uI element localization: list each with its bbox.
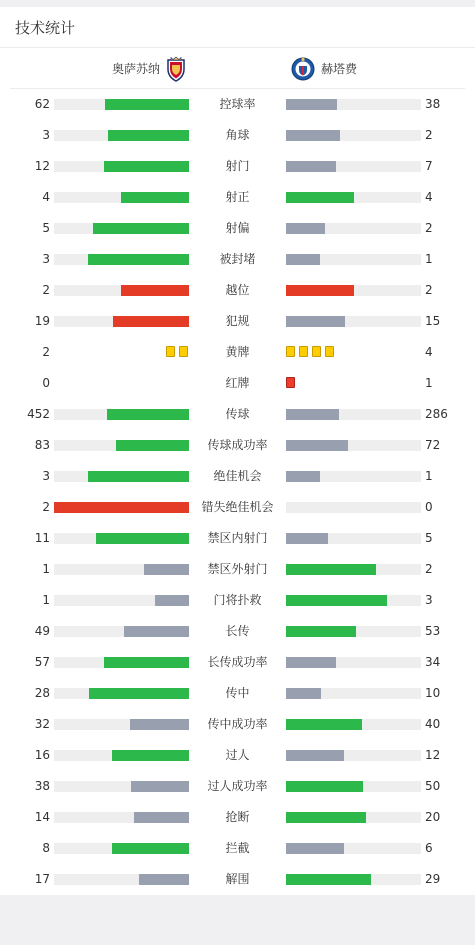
home-value: 1 [42,593,50,607]
stat-row [0,833,475,864]
home-bar-fill [88,254,189,265]
home-value: 17 [34,872,50,886]
home-bar-track [54,440,189,451]
home-value: 3 [42,128,50,142]
away-bar-track [286,192,421,203]
yellow-card-icon [166,346,175,357]
home-value: 62 [34,97,50,111]
away-bar-fill [286,192,354,203]
away-bar-track [286,781,421,792]
home-bar-fill [134,812,189,823]
away-value: 38 [425,97,441,111]
home-value: 28 [34,686,50,700]
stat-label: 黄牌 [225,345,250,359]
home-bar-track [54,471,189,482]
away-value: 72 [425,438,441,452]
osasuna-crest-icon [166,56,186,82]
home-bar-fill [105,99,189,110]
away-bar-fill [286,564,376,575]
home-value: 4 [42,190,50,204]
home-bar-track [54,130,189,141]
stat-row [0,275,475,306]
away-value: 2 [425,283,433,297]
away-value: 10 [425,686,441,700]
away-value: 1 [425,469,433,483]
away-bar-fill [286,223,325,234]
home-bar-fill [112,843,189,854]
home-bar-track [54,719,189,730]
home-value: 1 [42,562,50,576]
stat-row [0,523,475,554]
home-value: 11 [34,531,50,545]
home-bar-track [54,99,189,110]
stat-label: 拦截 [225,841,250,855]
stat-row [0,802,475,833]
away-value: 34 [425,655,441,669]
away-team[interactable] [291,48,357,89]
away-value: 29 [425,872,441,886]
home-value: 32 [34,717,50,731]
away-bar-track [286,130,421,141]
away-value: 53 [425,624,441,638]
stat-row [0,399,475,430]
home-bar-track [54,502,189,513]
away-bar-fill [286,316,345,327]
home-value: 38 [34,779,50,793]
stat-row [0,213,475,244]
away-bar-fill [286,874,371,885]
home-bar-track [54,812,189,823]
home-value: 19 [34,314,50,328]
away-bar-fill [286,626,356,637]
stat-row [0,740,475,771]
home-bar-fill [104,161,189,172]
stat-label: 传球 [225,407,250,421]
away-bar-track [286,409,421,420]
home-bar-fill [113,316,189,327]
stat-row [0,709,475,740]
home-bar-fill [108,130,189,141]
stat-label: 传中成功率 [207,717,268,731]
home-bar-fill [130,719,189,730]
away-bar-fill [286,719,362,730]
away-bar-fill [286,99,337,110]
stat-row [0,120,475,151]
stats-list [0,89,475,895]
stat-label: 角球 [225,128,250,142]
home-bar-fill [124,626,189,637]
away-bar-fill [286,812,366,823]
home-value: 2 [42,283,50,297]
home-bar-track [54,595,189,606]
home-bar-track [54,564,189,575]
yellow-card-icon [179,346,188,357]
stat-row [0,337,475,368]
stat-row [0,89,475,120]
away-bar-track [286,719,421,730]
home-bar-fill [131,781,189,792]
away-bar-fill [286,471,320,482]
stat-row [0,864,475,895]
away-value: 4 [425,345,433,359]
home-bar-track [54,781,189,792]
away-bar-fill [286,750,344,761]
stat-row [0,430,475,461]
away-value: 3 [425,593,433,607]
home-bar-fill [107,409,189,420]
home-bar-fill [89,688,189,699]
stat-label: 门将扑救 [213,593,262,607]
teams-header [0,48,475,89]
home-value: 0 [42,376,50,390]
away-bar-track [286,688,421,699]
home-bar-fill [139,874,189,885]
home-value: 83 [34,438,50,452]
away-value: 2 [425,128,433,142]
away-bar-track [286,161,421,172]
stats-card [0,7,475,895]
home-value: 2 [42,345,50,359]
away-bar-track [286,874,421,885]
away-value: 5 [425,531,433,545]
home-bar-track [54,533,189,544]
away-bar-track [286,533,421,544]
away-bar-fill [286,595,387,606]
home-bar-track [54,192,189,203]
stat-label: 禁区内射门 [207,531,268,545]
stat-label: 禁区外射门 [207,562,268,576]
home-bar-track [54,626,189,637]
stat-row [0,647,475,678]
stat-row [0,678,475,709]
away-bar-track [286,285,421,296]
home-value: 49 [34,624,50,638]
away-bar-fill [286,533,328,544]
away-value: 0 [425,500,433,514]
stat-row [0,585,475,616]
stat-label: 犯规 [225,314,250,328]
away-value: 1 [425,252,433,266]
home-bar-track [54,688,189,699]
away-bar-track [286,502,421,513]
stat-label: 传中 [225,686,250,700]
away-value: 4 [425,190,433,204]
stat-label: 绝佳机会 [213,469,262,483]
away-value: 2 [425,562,433,576]
away-team-name: 赫塔费 [321,62,358,76]
home-bar-track [54,874,189,885]
away-bar-track [286,595,421,606]
stat-label: 解围 [225,872,250,886]
home-value: 2 [42,500,50,514]
stat-label: 传球成功率 [207,438,268,452]
away-value: 50 [425,779,441,793]
away-bar-track [286,626,421,637]
page-title: 技术统计 [15,19,76,37]
away-value: 15 [425,314,441,328]
away-value: 6 [425,841,433,855]
home-value: 12 [34,159,50,173]
stat-label: 控球率 [219,97,256,111]
away-bar-fill [286,161,336,172]
home-bar-fill [96,533,189,544]
stat-label: 越位 [225,283,250,297]
away-value: 286 [425,407,448,421]
home-bar-fill [116,440,189,451]
home-bar-track [54,409,189,420]
away-value: 1 [425,376,433,390]
home-team-name: 奥萨苏纳 [111,62,160,76]
stat-label: 过人 [225,748,250,762]
away-bar-track [286,812,421,823]
home-bar-fill [144,564,189,575]
home-bar-fill [54,502,189,513]
away-value: 20 [425,810,441,824]
stat-label: 长传成功率 [207,655,268,669]
away-bar-fill [286,843,344,854]
away-bar-track [286,254,421,265]
stat-label: 射正 [225,190,250,204]
stat-label: 长传 [225,624,250,638]
home-bar-track [54,223,189,234]
home-value: 16 [34,748,50,762]
getafe-crest-icon [291,57,315,81]
away-cards [286,346,334,357]
stat-label: 红牌 [225,376,250,390]
away-value: 12 [425,748,441,762]
stat-label: 抢断 [225,810,250,824]
away-bar-track [286,471,421,482]
away-bar-track [286,99,421,110]
stat-label: 被封堵 [219,252,256,266]
away-bar-track [286,440,421,451]
home-bar-track [54,161,189,172]
home-value: 5 [42,221,50,235]
stat-row [0,151,475,182]
home-value: 14 [34,810,50,824]
home-bar-track [54,285,189,296]
home-bar-fill [121,285,189,296]
stat-row [0,771,475,802]
home-bar-fill [121,192,189,203]
stat-row [0,554,475,585]
stat-label: 错失绝佳机会 [201,500,274,514]
stat-row [0,492,475,523]
away-bar-fill [286,440,348,451]
home-value: 8 [42,841,50,855]
away-value: 2 [425,221,433,235]
home-cards [166,346,188,357]
away-bar-track [286,223,421,234]
away-bar-fill [286,657,336,668]
home-bar-fill [88,471,189,482]
home-team[interactable] [112,48,186,89]
stat-row [0,461,475,492]
stat-row [0,244,475,275]
home-bar-fill [112,750,189,761]
stat-row [0,306,475,337]
away-bar-fill [286,688,321,699]
away-cards [286,377,295,388]
red-card-icon [286,377,295,388]
away-value: 40 [425,717,441,731]
stat-label: 射门 [225,159,250,173]
home-bar-track [54,254,189,265]
yellow-card-icon [286,346,295,357]
away-value: 7 [425,159,433,173]
away-bar-fill [286,285,354,296]
yellow-card-icon [325,346,334,357]
away-bar-track [286,564,421,575]
home-bar-fill [104,657,189,668]
home-bar-track [54,750,189,761]
away-bar-track [286,750,421,761]
stat-row [0,368,475,399]
home-bar-fill [93,223,189,234]
away-bar-fill [286,130,340,141]
yellow-card-icon [299,346,308,357]
stat-label: 过人成功率 [207,779,268,793]
home-bar-track [54,843,189,854]
stat-row [0,182,475,213]
away-bar-fill [286,254,320,265]
yellow-card-icon [312,346,321,357]
home-bar-track [54,316,189,327]
away-bar-fill [286,781,363,792]
home-bar-track [54,657,189,668]
home-value: 57 [34,655,50,669]
home-value: 452 [27,407,50,421]
away-bar-track [286,843,421,854]
stat-label: 射偏 [225,221,250,235]
away-bar-track [286,657,421,668]
stat-row [0,616,475,647]
home-bar-fill [155,595,189,606]
away-bar-track [286,316,421,327]
home-value: 3 [42,469,50,483]
away-bar-fill [286,409,339,420]
home-value: 3 [42,252,50,266]
